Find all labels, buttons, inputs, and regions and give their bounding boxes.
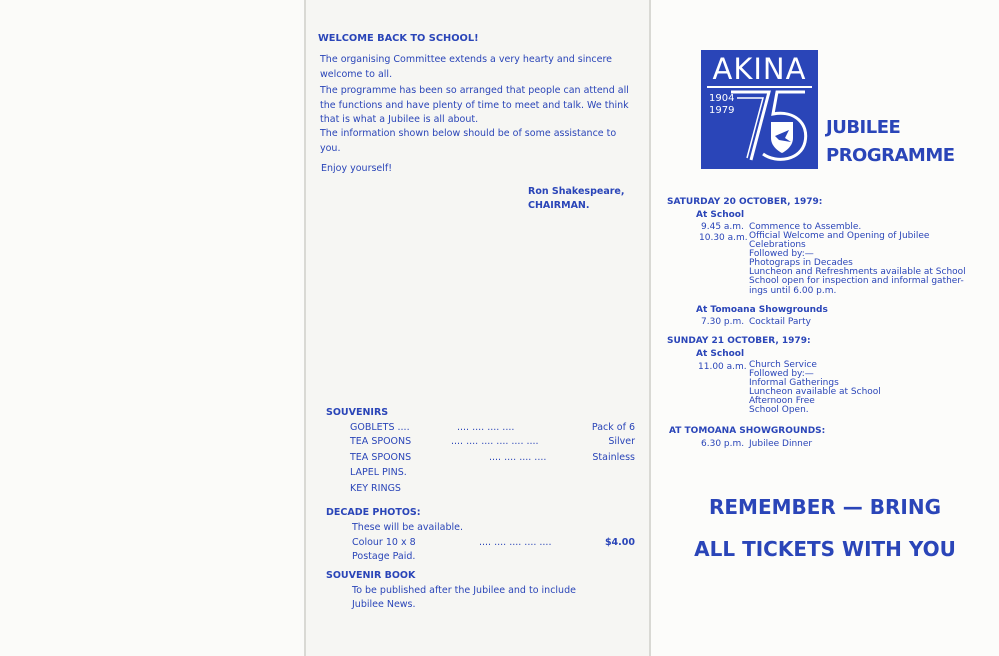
souvenir-book-line: To be published after the Jubilee and to include — [352, 585, 576, 596]
akina-75-logo — [701, 50, 818, 169]
event-line: ings until 6.00 p.m. — [749, 285, 837, 296]
event-line: Informal Gatherings — [749, 378, 839, 389]
reminder-line-2: ALL TICKETS WITH YOU — [694, 537, 956, 561]
decade-photos-availability: These will be available. — [352, 522, 463, 533]
souvenir-detail: Pack of 6 — [591, 422, 635, 433]
title-jubilee: JUBILEE — [826, 117, 901, 138]
decade-photos-size: Colour 10 x 8 — [352, 537, 416, 548]
souvenir-book-line: Jubilee News. — [352, 599, 416, 610]
dot-leader: .... .... .... .... — [489, 452, 547, 463]
decade-photos-postage: Postage Paid. — [352, 551, 416, 562]
souvenir-row — [350, 467, 635, 479]
dot-leader: .... .... .... .... .... — [479, 537, 552, 548]
event-line: Church Service — [749, 360, 817, 370]
souvenir-row — [350, 422, 635, 434]
souvenir-row — [350, 452, 635, 464]
event-line: Luncheon and Refreshments available at School — [749, 267, 966, 278]
event-line: Photograps in Decades — [749, 258, 853, 269]
welcome-closing: Enjoy yourself! — [321, 163, 393, 174]
welcome-paragraph-2: The programme has been so arranged that people can attend all the functions and have plenty of time to meet and talk. We think that is what a Jubilee is all about. — [320, 85, 629, 125]
souvenir-row — [350, 436, 635, 448]
reminder-line-1: REMEMBER — BRING — [708, 495, 941, 519]
event-description: Jubilee Dinner — [749, 439, 813, 449]
event-line: Luncheon available at School — [749, 387, 881, 398]
welcome-paragraph-3: The information shown below should be of some assistance to you. — [320, 128, 617, 154]
event-time: 9.45 a.m. — [701, 222, 744, 232]
dot-leader: .... .... .... .... — [457, 422, 515, 433]
welcome-paragraph-1: The organising Committee extends a very hearty and sincere welcome to all. — [320, 54, 612, 80]
souvenir-book-heading: SOUVENIR BOOK — [326, 570, 416, 581]
saturday-morning-events — [749, 232, 966, 296]
logo-name: AKINA — [712, 52, 807, 86]
event-time: 10.30 a.m. — [699, 233, 748, 243]
logo-75-graphic — [701, 50, 818, 169]
event-line: Followed by:— — [749, 249, 814, 260]
souvenir-name: LAPEL PINS. — [350, 467, 407, 478]
decade-photos-price-row — [352, 537, 635, 549]
title-programme: PROGRAMME — [826, 145, 955, 166]
dot-leader: .... .... .... .... .... .... — [451, 436, 539, 447]
event-time: 6.30 p.m. — [701, 439, 745, 449]
event-line: School Open. — [749, 405, 809, 416]
event-line: Celebrations — [749, 240, 806, 251]
souvenir-name: TEA SPOONS — [350, 452, 412, 463]
blank-panel — [0, 0, 305, 656]
event-line: Afternoon Free — [749, 396, 815, 407]
saturday-date: SATURDAY 20 OCTOBER, 1979: — [667, 197, 823, 207]
signature-name: Ron Shakespeare, — [528, 186, 625, 197]
event-time: 7.30 p.m. — [701, 317, 745, 327]
welcome-heading: WELCOME BACK TO SCHOOL! — [318, 33, 479, 44]
souvenir-name: GOBLETS .... — [350, 422, 410, 433]
event-line: Followed by:— — [749, 369, 814, 380]
sunday-venue-showgrounds: AT TOMOANA SHOWGROUNDS: — [669, 426, 826, 436]
event-line: School open for inspection and informal gather- — [749, 276, 964, 287]
sunday-morning-events — [749, 361, 881, 416]
event-time: 11.00 a.m. — [698, 362, 747, 372]
programme-panel — [651, 0, 999, 656]
logo-year-start: 1904 — [709, 93, 735, 104]
event-description: Commence to Assemble. — [749, 222, 862, 232]
souvenir-detail: Silver — [608, 436, 635, 447]
decade-photos-heading: DECADE PHOTOS: — [326, 507, 421, 518]
souvenir-name: TEA SPOONS — [350, 436, 412, 447]
sunday-venue-school: At School — [696, 349, 745, 359]
saturday-venue-school: At School — [696, 210, 745, 220]
souvenir-row — [350, 483, 635, 495]
event-description: Cocktail Party — [749, 317, 811, 327]
saturday-venue-showgrounds: At Tomoana Showgrounds — [696, 305, 828, 315]
souvenir-name: KEY RINGS — [350, 483, 401, 494]
signature-title: CHAIRMAN. — [528, 200, 590, 211]
event-line: Official Welcome and Opening of Jubilee — [749, 231, 930, 241]
logo-year-end: 1979 — [709, 105, 735, 116]
decade-photos-price: $4.00 — [604, 537, 635, 548]
welcome-panel — [306, 0, 650, 656]
souvenirs-heading: SOUVENIRS — [326, 407, 389, 418]
sunday-date: SUNDAY 21 OCTOBER, 1979: — [667, 336, 811, 346]
souvenir-detail: Stainless — [592, 452, 635, 463]
